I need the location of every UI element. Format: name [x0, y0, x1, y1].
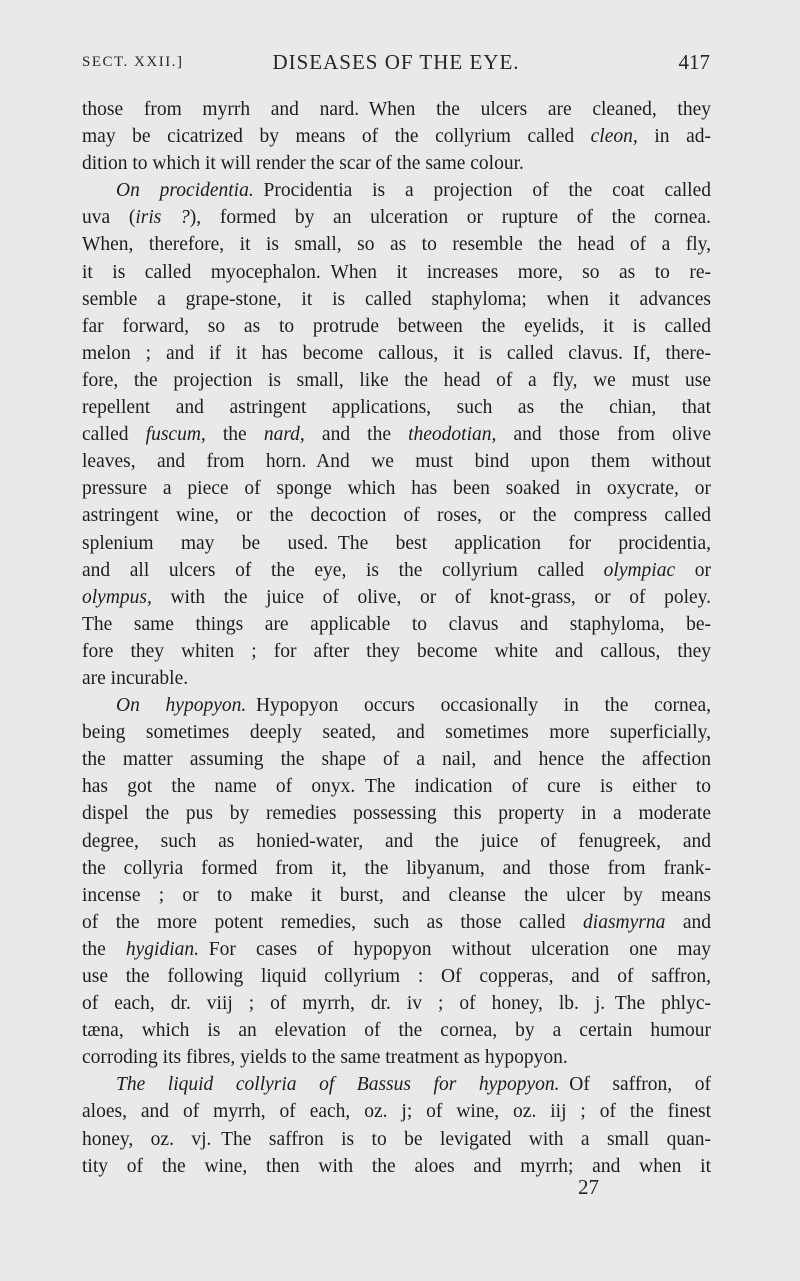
body-text — [82, 96, 711, 1180]
text-run: Procidentia is a projection of the coat called — [253, 180, 711, 202]
text-line — [82, 1098, 711, 1125]
text-line — [82, 692, 711, 719]
text-line — [82, 177, 711, 204]
text-line — [82, 936, 711, 963]
text-run: corroding its fibres, yields to the same treatment as hypopyon. — [82, 1047, 568, 1069]
text-run: the collyria formed from it, the libyanum, and those from frank- — [82, 857, 711, 879]
text-run: it is called myocephalon. When it increases more, so as to re- — [82, 261, 711, 283]
text-line — [82, 611, 711, 638]
text-run: of each, dr. viij ; of myrrh, dr. iv ; of honey, lb. j. The phlyc- — [82, 993, 711, 1015]
text-line — [82, 584, 711, 611]
text-line — [82, 746, 711, 773]
text-run: repellent and astringent applications, such as the chian, that — [82, 397, 711, 419]
text-line — [82, 204, 711, 231]
text-run: with the juice of olive, or of knot-grass, or of poley. — [151, 586, 711, 608]
text-line — [82, 638, 711, 665]
text-line — [82, 963, 711, 990]
text-line — [82, 1017, 711, 1044]
italic-run: olympus, — [82, 586, 152, 608]
text-run: aloes, and of myrrh, of each, oz. j; of wine, oz. iij ; of the finest — [82, 1101, 711, 1123]
text-run: are incurable. — [82, 667, 189, 689]
text-line — [82, 1153, 711, 1180]
text-line — [82, 855, 711, 882]
text-run: uva ( — [82, 207, 136, 229]
text-run: melon ; and if it has become callous, it is called clavus. If, there- — [82, 342, 711, 364]
text-run: The same things are applicable to clavus and staphyloma, be- — [82, 613, 711, 635]
text-run: or — [675, 559, 712, 581]
text-line — [82, 990, 711, 1017]
text-line — [82, 557, 711, 584]
page-number: 417 — [678, 50, 710, 74]
italic-run: olympiac — [603, 559, 676, 581]
text-run: the matter assuming the shape of a nail, and hence the affection — [82, 749, 711, 771]
text-run: and those from olive — [496, 424, 711, 446]
text-line — [82, 286, 711, 313]
text-line — [82, 231, 711, 258]
text-line — [82, 828, 711, 855]
text-line — [82, 123, 711, 150]
text-line — [82, 665, 711, 692]
text-run: fore, the projection is small, like the head of a fly, we must use — [82, 369, 711, 391]
text-line — [82, 259, 711, 286]
text-run: astringent wine, or the decoction of roses, or the compress called — [82, 505, 711, 527]
italic-run: On hypopyon. — [116, 695, 247, 717]
text-run: For cases of hypopyon without ulceration one may — [199, 938, 712, 960]
text-line — [82, 502, 711, 529]
text-run: dispel the pus by remedies possessing this property in a moderate — [82, 803, 711, 825]
italic-run: diasmyrna — [583, 911, 666, 933]
text-line — [82, 367, 711, 394]
text-run: Hypopyon occurs occasionally in the cornea, — [246, 695, 711, 717]
text-run: degree, such as honied-water, and the juice of fenugreek, and — [82, 830, 711, 852]
italic-run: theodotian, — [408, 424, 497, 446]
italic-run: fuscum, — [145, 424, 206, 446]
text-run: incense ; or to make it burst, and cleanse the ulcer by means — [82, 884, 711, 906]
signature-mark: 27 — [578, 1175, 599, 1199]
text-line — [82, 1071, 711, 1098]
text-run: being sometimes deeply seated, and sometimes more superficially, — [82, 722, 711, 744]
text-run: leaves, and from horn. And we must bind upon them without — [82, 451, 711, 473]
text-line — [82, 719, 711, 746]
text-line — [82, 530, 711, 557]
text-line — [82, 448, 711, 475]
text-line — [82, 909, 711, 936]
text-run: semble a grape-stone, it is called staphyloma; when it advances — [82, 288, 711, 310]
text-line — [82, 150, 711, 177]
italic-run: iris ? — [135, 207, 190, 229]
italic-run: nard, — [263, 424, 305, 446]
text-line — [82, 773, 711, 800]
text-run: and all ulcers of the eye, is the collyrium called — [82, 559, 604, 581]
text-run: honey, oz. vj. The saffron is to be levigated with a small quan- — [82, 1128, 711, 1150]
text-run: splenium may be used. The best application for procidentia, — [82, 532, 711, 554]
text-run: Of saffron, of — [559, 1074, 711, 1096]
text-run: and — [665, 911, 711, 933]
text-run: use the following liquid collyrium : Of copperas, and of saffron, — [82, 966, 711, 987]
italic-run: The liquid collyria of Bassus for hypopyon. — [116, 1074, 560, 1096]
text-run: tæna, which is an elevation of the cornea, by a certain humour — [82, 1020, 711, 1042]
text-run: and the — [304, 424, 409, 446]
text-run: fore they whiten ; for after they become white and callous, they — [82, 640, 711, 662]
text-run: may be cicatrized by means of the collyrium called — [82, 126, 591, 148]
text-line — [82, 1126, 711, 1153]
text-line — [82, 475, 711, 502]
chapter-title: DISEASES OF THE EYE. — [272, 50, 520, 74]
text-run: far forward, so as to protrude between the eyelids, it is called — [82, 315, 711, 337]
text-line — [82, 96, 711, 123]
text-run: When, therefore, it is small, so as to resemble the head of a fly, — [82, 234, 711, 256]
text-run: of the more potent remedies, such as those called — [82, 911, 584, 933]
italic-run: cleon, — [590, 126, 638, 148]
text-run: those from myrrh and nard. When the ulcers are cleaned, they — [82, 99, 711, 120]
text-run: pressure a piece of sponge which has been soaked in oxycrate, or — [82, 478, 711, 500]
text-run: has got the name of onyx. The indication of cure is either to — [82, 776, 711, 798]
text-line — [82, 394, 711, 421]
italic-run: On procidentia. — [116, 180, 254, 202]
italic-run: hygidian. — [125, 938, 200, 960]
text-line — [82, 421, 711, 448]
text-run: the — [205, 424, 264, 446]
text-run: called — [82, 424, 146, 446]
text-run: ), formed by an ulceration or rupture of the cornea. — [189, 207, 711, 229]
text-run: in ad- — [637, 126, 711, 148]
text-line — [82, 800, 711, 827]
text-run: dition to which it will render the scar of the same colour. — [82, 153, 524, 175]
text-run: tity of the wine, then with the aloes and myrrh; and when it — [82, 1155, 711, 1177]
text-run: the — [82, 938, 126, 960]
text-line — [82, 882, 711, 909]
running-head — [82, 50, 710, 80]
section-label: SECT. XXII.] — [82, 54, 184, 70]
text-line — [82, 313, 711, 340]
text-line — [82, 1044, 711, 1071]
text-line — [82, 340, 711, 367]
